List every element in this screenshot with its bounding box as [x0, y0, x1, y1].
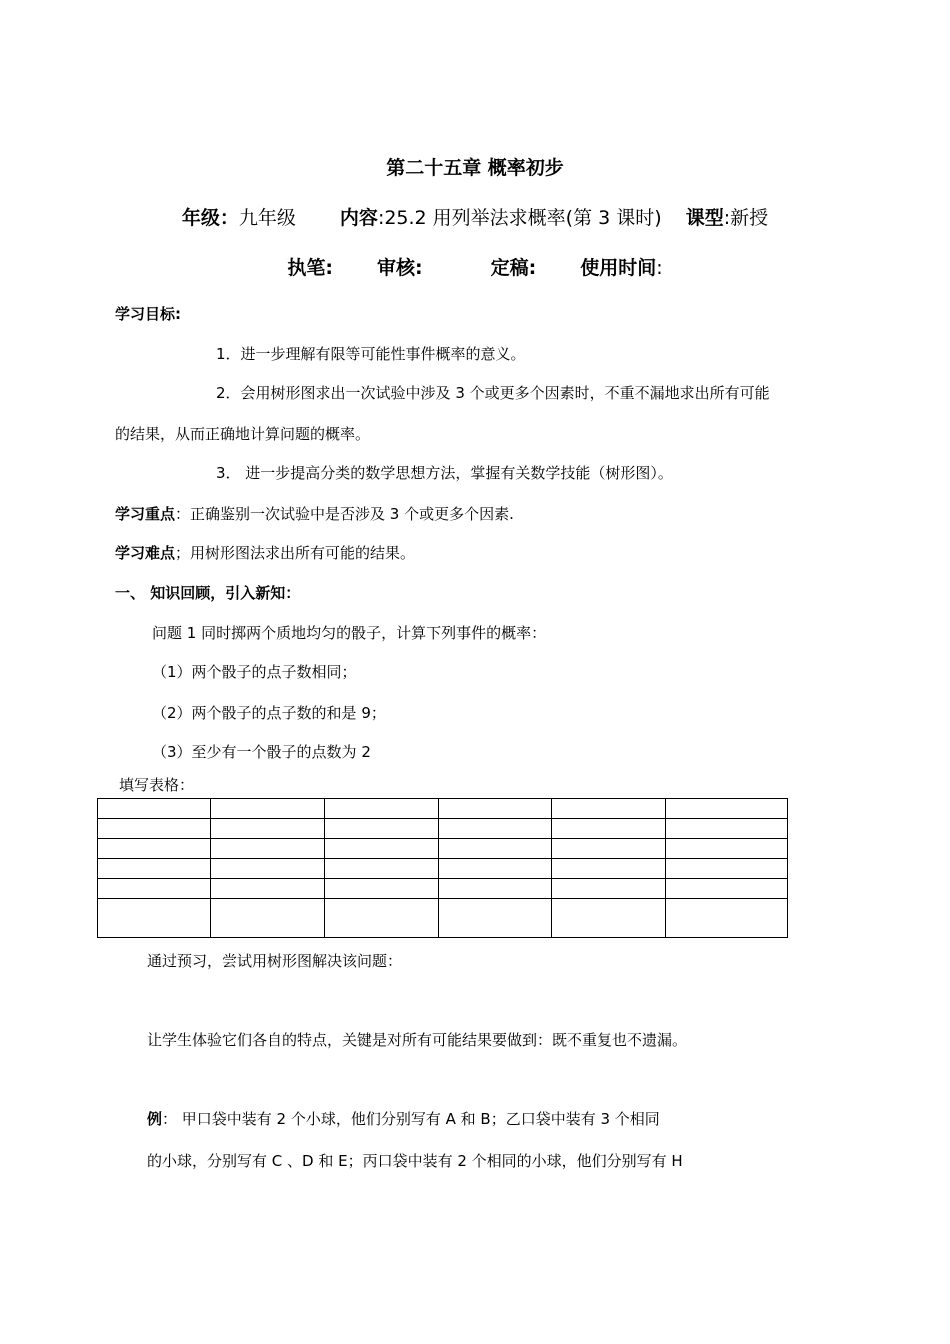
table-cell[interactable] — [211, 879, 325, 899]
question-2: （2）两个骰子的点子数的和是 9； — [152, 704, 386, 722]
table-cell[interactable] — [439, 799, 552, 819]
authors-row — [0, 258, 950, 278]
objective-1: 1．进一步理解有限等可能性事件概率的意义。 — [216, 345, 526, 363]
table-cell[interactable] — [325, 859, 439, 879]
difficulty — [115, 543, 415, 563]
grade-value: 九年级 — [238, 207, 296, 229]
table-row — [98, 899, 788, 938]
table-cell[interactable] — [666, 879, 788, 899]
reviewer-label: 审核: — [376, 257, 423, 279]
content-label: 内容 — [339, 207, 378, 229]
table-row — [98, 799, 788, 819]
table-cell[interactable] — [211, 819, 325, 839]
table-cell[interactable] — [211, 799, 325, 819]
example-label: 例 — [147, 1110, 163, 1128]
table-cell[interactable] — [211, 899, 325, 938]
use-time-label: 使用时间 — [580, 257, 657, 279]
page-title: 第二十五章 概率初步 — [386, 157, 564, 179]
table-cell[interactable] — [552, 879, 666, 899]
question-3: （3）至少有一个骰子的点数为 2 — [152, 743, 371, 761]
use-time-separator: : — [656, 257, 663, 279]
table-cell[interactable] — [325, 899, 439, 938]
objectives-heading: 学习目标: — [115, 305, 181, 323]
finalizer-label: 定稿: — [490, 257, 537, 279]
table-row — [98, 859, 788, 879]
table-row — [98, 819, 788, 839]
section-1-heading: 一、 知识回顾，引入新知： — [115, 584, 301, 602]
table-cell[interactable] — [98, 799, 211, 819]
example-text-1: ： 甲口袋中装有 2 个小球，他们分别写有 A 和 B；乙口袋中装有 3 个相同 — [162, 1110, 660, 1128]
table-cell[interactable] — [98, 859, 211, 879]
table-cell[interactable] — [211, 859, 325, 879]
table-label: 填写表格： — [119, 776, 195, 794]
writer-label: 执笔: — [287, 257, 333, 279]
content-value: :25.2 用列举法求概率(第 3 课时) — [377, 207, 662, 229]
table-cell[interactable] — [325, 819, 439, 839]
objective-2-line2: 的结果，从而正确地计算问题的概率。 — [115, 425, 371, 443]
preview-instruction: 通过预习，尝试用树形图解决该问题： — [147, 952, 403, 970]
fill-in-table — [97, 798, 788, 938]
grade-label: 年级 — [181, 207, 220, 229]
table-cell[interactable] — [325, 839, 439, 859]
difficulty-text: ；用树形图法求出所有可能的结果。 — [175, 544, 416, 562]
table-cell[interactable] — [98, 819, 211, 839]
table-cell[interactable] — [325, 799, 439, 819]
table-cell[interactable] — [666, 859, 788, 879]
table-cell[interactable] — [666, 799, 788, 819]
type-value: :新授 — [723, 207, 769, 229]
key-point — [115, 504, 514, 524]
table-cell[interactable] — [666, 899, 788, 938]
key-point-label: 学习重点 — [115, 505, 176, 523]
table-cell[interactable] — [552, 819, 666, 839]
lesson-header — [0, 208, 950, 228]
table-row — [98, 839, 788, 859]
type-label: 课型 — [685, 207, 724, 229]
problem-1: 问题 1 同时掷两个质地均匀的骰子，计算下列事件的概率： — [152, 624, 547, 642]
table-cell[interactable] — [439, 819, 552, 839]
table-cell[interactable] — [552, 859, 666, 879]
objective-3: 3． 进一步提高分类的数学思想方法，掌握有关数学技能（树形图）。 — [216, 464, 673, 482]
table-cell[interactable] — [439, 879, 552, 899]
table-cell[interactable] — [666, 819, 788, 839]
table-cell[interactable] — [439, 899, 552, 938]
table-cell[interactable] — [98, 879, 211, 899]
table-cell[interactable] — [552, 839, 666, 859]
table-cell[interactable] — [98, 899, 211, 938]
table-cell[interactable] — [325, 879, 439, 899]
grade-separator: ： — [219, 207, 239, 229]
table-cell[interactable] — [98, 839, 211, 859]
table-cell[interactable] — [439, 859, 552, 879]
table-cell[interactable] — [439, 839, 552, 859]
table-cell[interactable] — [211, 839, 325, 859]
experience-note: 让学生体验它们各自的特点，关键是对所有可能结果要做到：既不重复也不遗漏。 — [147, 1031, 688, 1049]
question-1: （1）两个骰子的点子数相同； — [152, 663, 357, 681]
key-point-text: ：正确鉴别一次试验中是否涉及 3 个或更多个因素. — [175, 505, 514, 523]
difficulty-label: 学习难点 — [115, 544, 176, 562]
objective-2-line1: 2．会用树形图求出一次试验中涉及 3 个或更多个因素时，不重不漏地求出所有可能 — [216, 384, 770, 402]
table-row — [98, 879, 788, 899]
table-cell[interactable] — [552, 899, 666, 938]
table-cell[interactable] — [552, 799, 666, 819]
table-cell[interactable] — [666, 839, 788, 859]
example-line-1 — [147, 1109, 660, 1129]
example-line-2: 的小球，分别写有 C 、D 和 E；丙口袋中装有 2 个相同的小球，他们分别写有 H — [147, 1152, 683, 1170]
